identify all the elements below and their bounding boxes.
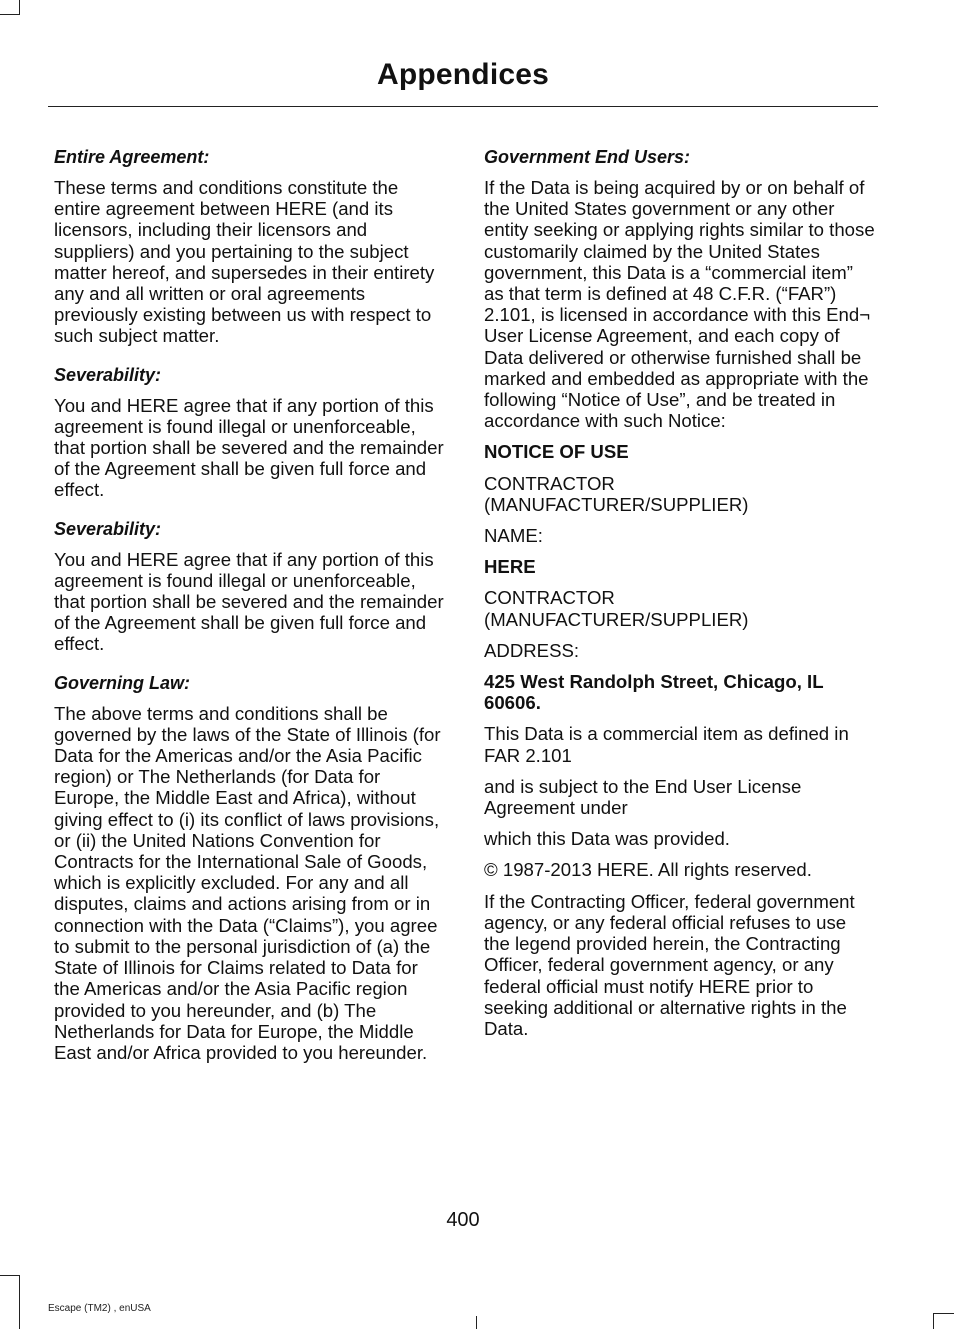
right-column (484, 146, 876, 1049)
name-value: HERE (484, 556, 536, 578)
license-subject-text: and is subject to the End User License Agreement under (484, 775, 802, 819)
address-value: 425 West Randolph Street, Chicago, IL 60606. (484, 671, 824, 714)
copyright-text: © 1987-2013 HERE. All rights reserved. (484, 859, 812, 881)
crop-mark (933, 1313, 954, 1314)
section-text: You and HERE agree that if any portion of this agreement is found illegal or unenforceable, that portion shall be severed and the remainder of the Agreement shall be given full force and effect. (54, 394, 444, 501)
section-heading: Entire Agreement: (54, 147, 210, 167)
government-end-users-heading: Government End Users: (484, 147, 691, 167)
contracting-officer-text: If the Contracting Officer, federal government agency, or any federal official refuses to use the legend provided herein, the Contracting Officer, federal government agency, or any federal official must notify HERE prior to seeking additional or alternative rights in the Data. (484, 890, 855, 1039)
notice-of-use-heading: NOTICE OF USE (484, 441, 629, 463)
left-column (54, 146, 446, 1080)
contractor-label: CONTRACTOR (MANUFACTURER/SUPPLIER) (484, 472, 749, 515)
section-entire-agreement (54, 146, 446, 347)
footer-text: Escape (TM2) , enUSA (48, 1303, 151, 1314)
page-number: 400 (446, 1209, 480, 1231)
government-end-users-text: If the Data is being acquired by or on behalf of the United States government or any other entity seeking or applying rights similar to those customarily claimed by the United States government, this Data is a “commercial item” as that term is defined at 48 C.F.R. (“FAR”) 2.101, is licensed in accordance with this End¬ User License Agreement, and each copy of Data delivered or otherwise furnished shall be marked and embedded as appropriate with the following “Notice of Use”, and be treated in accordance with such Notice: (484, 177, 875, 432)
crop-mark (19, 0, 20, 14)
section-text: These terms and conditions constitute the entire agreement between HERE (and its licensors, including their licensors and suppliers) and you pertaining to the subject matter hereof, and supersedes in their entirety any and all written or oral agreements previously existing between us with respect to such subject matter. (54, 177, 435, 347)
contractor-label: CONTRACTOR (MANUFACTURER/SUPPLIER) (484, 587, 749, 630)
header-divider (48, 106, 878, 107)
commercial-item-text: This Data is a commercial item as defined in FAR 2.101 (484, 723, 849, 766)
section-text: The above terms and conditions shall be governed by the laws of the State of Illinois (for Data for the Americas and/or the Asia Pacific region) or The Netherlands (for Data for Europe, the Middle East and Africa), without giving effect to (i) its conflict of laws provisions, or (ii) the United Nations Convention for Contracts for the International Sale of Goods, which is explicitly excluded. For any and all disputes, claims and actions arising from or in connection with the Data (“Claims”), you agree to submit to the personal jurisdiction of (a) the State of Illinois for Claims related to Data for the Americas and/or the Asia Pacific region provided to you hereunder, and (b) The Netherlands for Data for Europe, the Middle East and/or Africa provided to you hereunder. (54, 702, 441, 1063)
section-text: You and HERE agree that if any portion of this agreement is found illegal or unenforceable, that portion shall be severed and the remainder of the Agreement shall be given full force and effect. (54, 548, 444, 655)
section-heading: Governing Law: (54, 672, 191, 693)
page-title: Appendices (376, 58, 550, 91)
crop-mark (0, 14, 20, 15)
name-label: NAME: (484, 525, 543, 547)
section-severability-2 (54, 518, 446, 655)
section-severability-1 (54, 364, 446, 501)
crop-mark (0, 1275, 20, 1276)
crop-mark (476, 1316, 477, 1329)
section-heading: Severability: (54, 518, 162, 539)
crop-mark (19, 1275, 20, 1329)
crop-mark (933, 1313, 934, 1329)
data-provided-text: which this Data was provided. (484, 828, 730, 850)
section-governing-law (54, 672, 446, 1063)
section-heading: Severability: (54, 364, 162, 385)
address-label: ADDRESS: (484, 639, 580, 661)
